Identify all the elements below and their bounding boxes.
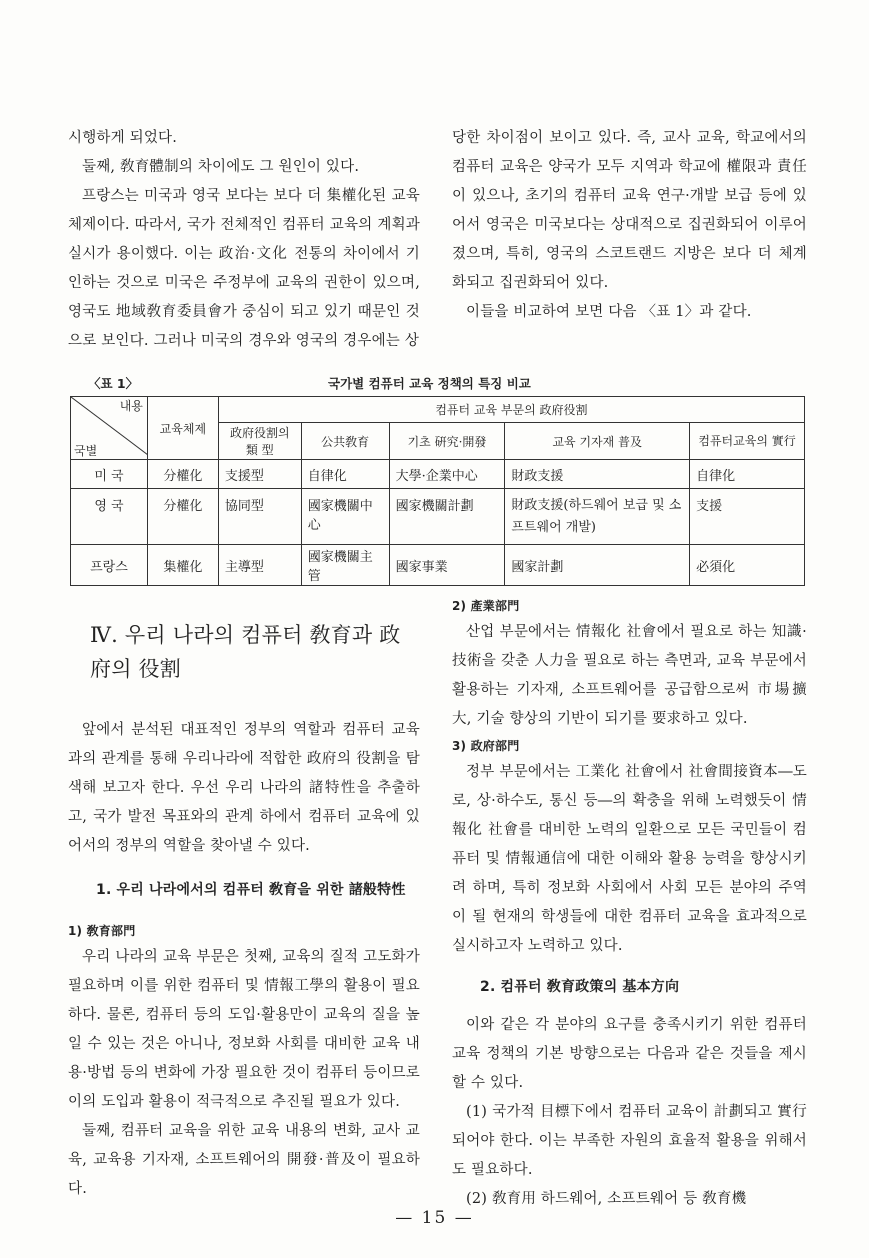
section-heading: 2. 컴퓨터 敎育政策의 基本方向: [480, 979, 680, 995]
country-cell: 프랑스: [71, 545, 148, 586]
paragraph: 앞에서 분석된 대표적인 정부의 역할과 컴퓨터 교육과의 관계를 통해 우리나라에 적합한 政府의 役割을 탐색해 보고자 한다. 우선 우리 나라의 諸特性을 추출하고, 국가 발전 목표와의 관계 하에서 컴퓨터 교육에 있어서의 정부의 역할을 찾아낼 수 있다.: [68, 722, 420, 854]
table-cell: 國家機關主管: [301, 545, 389, 586]
table-title: 국가별 컴퓨터 교육 정책의 특징 비교: [328, 376, 531, 391]
table-cell: 財政支援: [505, 460, 690, 489]
table-row: [71, 545, 805, 586]
table-cell: 大學·企業中心: [389, 460, 505, 489]
table-cell: 必須化: [690, 545, 805, 586]
chapter-title: Ⅳ. 우리 나라의 컴퓨터 敎育과 政府의 役割: [90, 623, 401, 681]
bottom-right-column: [452, 594, 807, 1214]
paragraph: 산업 부문에서는 情報化 社會에서 필요로 하는 知識·技術을 갖춘 人力을 필요로 하는 측면과, 교육 부문에서 활용하는 기자재, 소프트웨어를 공급함으로써 市場擴大, 기술 향상의 기반이 되기를 要求하고 있다.: [452, 624, 807, 727]
country-cell: 미 국: [71, 460, 148, 489]
table-cell: 國家事業: [389, 545, 505, 586]
page-number: — 15 —: [395, 1208, 474, 1228]
bottom-left-column: [68, 600, 420, 1204]
paragraph: 우리 나라의 교육 부문은 첫째, 교육의 질적 고도화가 필요하며 이를 위한 컴퓨터 및 情報工學의 활용이 필요하다. 물론, 컴퓨터 등의 도입·활용만이 교육의 질을 높일 수 있는 것은 아니나, 정보화 사회를 대비한 교육 내용·방법 등의 변화에 가장 필요한 것이 컴퓨터 등이므로 이의 도입과 활용이 적극적으로 추진될 필요가 있다.: [68, 949, 420, 1110]
top-left-column: [68, 124, 420, 356]
table-row: [71, 460, 805, 489]
header-cell: 政府役割의 類 型: [218, 423, 301, 460]
paragraph: 둘째, 敎育體制의 차이에도 그 원인이 있다.: [82, 159, 360, 175]
table-cell: 財政支援(하드웨어 보급 및 소프트웨어 개발): [505, 489, 690, 545]
table-cell: 自律化: [690, 460, 805, 489]
paragraph: 정부 부문에서는 工業化 社會에서 社會間接資本―도로, 상·하수도, 통신 등―의 확충을 위해 노력했듯이 情報化 社會를 대비한 노력의 일환으로 모든 국민들이 컴퓨터 및 情報通信에 대한 이해와 활용 능력을 향상시키려 하며, 특히 정보화 사회에서 사회 모든 분야의 주역이 될 현재의 학생들에 대한 컴퓨터 교육을 효과적으로 실시하고자 노력하고 있다.: [452, 764, 807, 954]
paragraph: 프랑스는 미국과 영국 보다는 보다 더 集權化된 교육 체제이다. 따라서, 국가 전체적인 컴퓨터 교육의 계획과 실시가 용이했다. 이는 政治·文化 전통의 차이에서 기인하는 것으로 미국은 주정부에 교육의 권한이 있으며, 영국도 地域敎育委員會가 중심이 되고 있기 때문인 것으로 보인다. 그러나 미국의 경우와 영국의 경우에는 상: [68, 188, 420, 349]
header-group: 컴퓨터 교육 부문의 政府役割: [218, 397, 804, 423]
header-cell: 컴퓨터교육의 實行: [690, 423, 805, 460]
table-cell: 分權化: [147, 489, 218, 545]
paragraph: 당한 차이점이 보이고 있다. 즉, 교사 교육, 학교에서의 컴퓨터 교육은 양국가 모두 지역과 학교에 權限과 責任이 있으나, 초기의 컴퓨터 교육 연구·개발 보급 등에 있어서 영국은 미국보다는 상대적으로 집권화되어 이루어 졌으며, 특히, 영국의 스코트랜드 지방은 보다 더 체계화되고 집권화되어 있다.: [452, 130, 807, 291]
table-cell: 國家機關計劃: [389, 489, 505, 545]
subsection-heading: 2) 產業部門: [452, 599, 520, 613]
table-cell: 分權化: [147, 460, 218, 489]
table-cell: 支援型: [218, 460, 301, 489]
corner-label-bottom: 국별: [74, 444, 98, 458]
list-item: (1) 국가적 目標下에서 컴퓨터 교육이 計劃되고 實行되어야 한다. 이는 부족한 자원의 효율적 활용을 위해서도 필요하다.: [452, 1104, 807, 1178]
header-system: 교육체제: [147, 397, 218, 460]
header-cell: 기초 硏究·開發: [389, 423, 505, 460]
corner-label-top: 내용: [119, 399, 143, 413]
table-cell: 支援: [690, 489, 805, 545]
table-cell: 集權化: [147, 545, 218, 586]
section-heading: 1. 우리 나라에서의 컴퓨터 敎育을 위한 諸般特性: [96, 882, 406, 898]
paragraph: 이와 같은 각 분야의 요구를 충족시키기 위한 컴퓨터 교육 정책의 기본 방향으로는 다음과 같은 것들을 제시할 수 있다.: [452, 1017, 807, 1091]
country-cell: 영 국: [71, 489, 148, 545]
paragraph: 이들을 비교하여 보면 다음 〈표 1〉과 같다.: [466, 304, 752, 320]
paragraph: 시행하게 되었다.: [68, 130, 178, 146]
table-cell: 主導型: [218, 545, 301, 586]
table-caption: [88, 372, 804, 394]
table-corner-cell: [71, 397, 148, 460]
table-cell: 國家機關中心: [301, 489, 389, 545]
subsection-heading: 3) 政府部門: [452, 739, 520, 753]
comparison-table: [70, 396, 805, 586]
list-item: (2) 敎育用 하드웨어, 소프트웨어 등 敎育機: [466, 1191, 747, 1207]
paragraph: 둘째, 컴퓨터 교육을 위한 교육 내용의 변화, 교사 교육, 교육용 기자재, 소프트웨어의 開發·普及이 필요하다.: [68, 1123, 420, 1197]
top-right-column: [452, 124, 807, 327]
header-cell: 교육 기자재 普及: [505, 423, 690, 460]
table-label: 〈표 1〉: [88, 376, 139, 391]
table-cell: 協同型: [218, 489, 301, 545]
table-cell: 自律化: [301, 460, 389, 489]
table-cell: 國家計劃: [505, 545, 690, 586]
subsection-heading: 1) 敎育部門: [68, 924, 136, 938]
table-row: [71, 489, 805, 545]
header-cell: 公共敎育: [301, 423, 389, 460]
